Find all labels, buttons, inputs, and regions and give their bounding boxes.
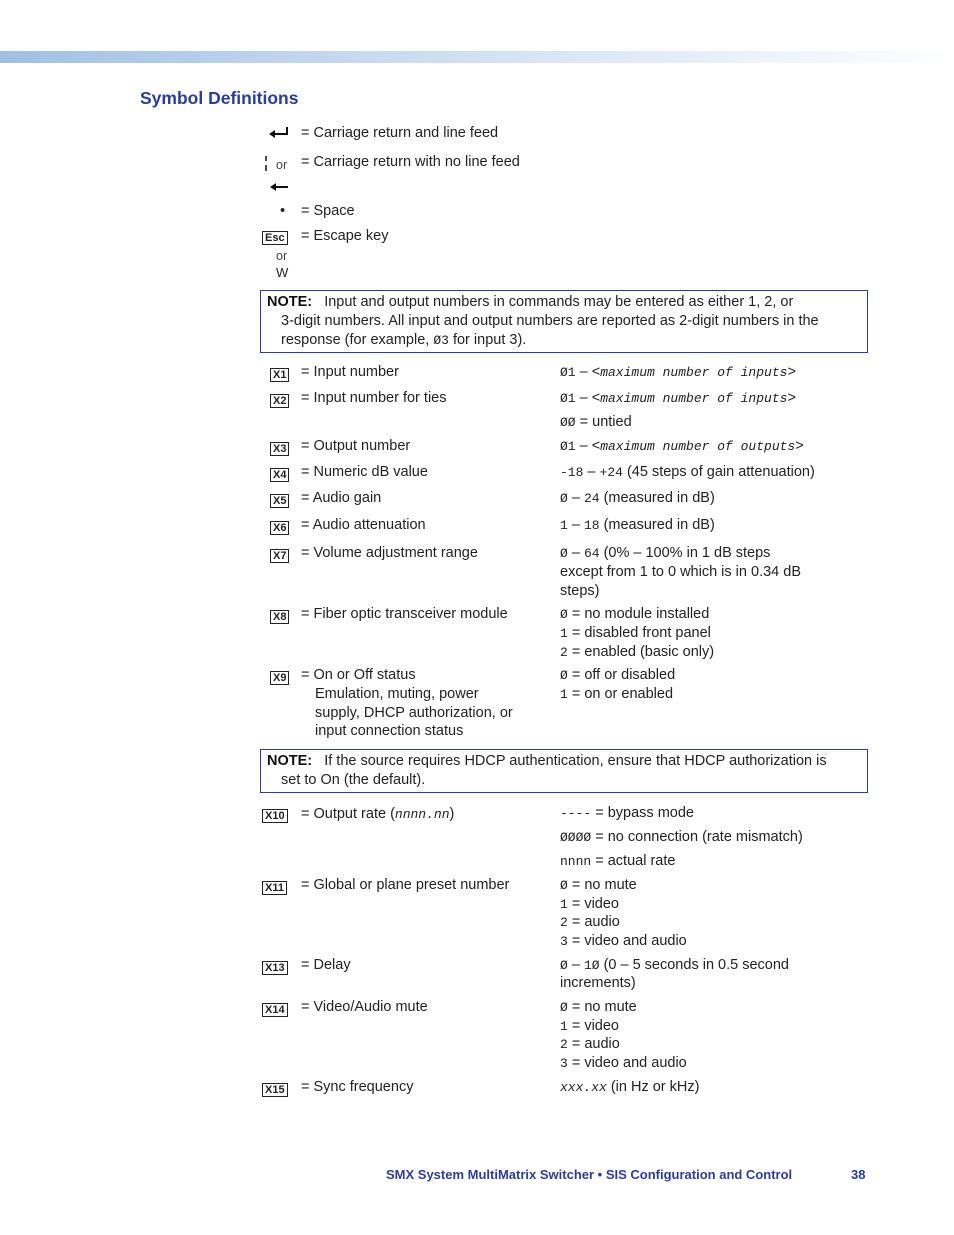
note-text: 3-digit numbers. All input and output numbers are reported as 2-digit numbers in the — [281, 313, 819, 329]
note-text: If the source requires HDCP authentication, ensure that HDCP authorization is — [324, 753, 827, 769]
variable-value: ---- = bypass mode — [560, 805, 694, 821]
carriage-return-line-feed-icon — [268, 126, 290, 140]
variable-value: 2 = enabled (basic only) — [560, 644, 715, 660]
variable-value: steps) — [560, 583, 600, 599]
variable-value: Ø – 1Ø (0 – 5 seconds in 0.5 second — [560, 957, 789, 973]
variable-x6-icon: X6 — [270, 521, 289, 535]
variable-name: supply, DHCP authorization, or — [315, 705, 513, 721]
variable-x7-icon: X7 — [270, 549, 289, 563]
symbol-or-2: or — [276, 249, 288, 263]
variable-x4-icon: X4 — [270, 468, 289, 482]
note-text: Input and output numbers in commands may be entered as either 1, 2, or — [324, 294, 794, 310]
variable-name: = Fiber optic transceiver module — [301, 606, 508, 622]
variable-name: = On or Off status — [301, 667, 416, 683]
variable-x2-icon: X2 — [270, 394, 289, 408]
variable-value: Ø = no module installed — [560, 606, 710, 622]
carriage-return-icon — [269, 181, 289, 193]
space-bullet-icon: • — [280, 203, 286, 219]
note-text: response (for example, — [281, 332, 434, 348]
variable-value: Ø1 – <maximum number of outputs> — [560, 438, 804, 454]
note-text: for input 3). — [448, 332, 527, 348]
line-feed-icon — [263, 155, 269, 173]
symbol-or-1: or — [276, 158, 288, 172]
symbol-esc-desc: = Escape key — [301, 228, 389, 244]
variable-x11-icon: X11 — [262, 881, 287, 895]
note-code: Ø3 — [433, 333, 449, 348]
note-label: NOTE: — [267, 753, 313, 769]
variable-name: = Output rate (nnnn.nn) — [301, 806, 455, 822]
symbol-crlf-desc: = Carriage return and line feed — [301, 125, 499, 141]
header-band — [0, 51, 954, 63]
variable-x9-icon: X9 — [270, 671, 289, 685]
variable-value: 3 = video and audio — [560, 933, 687, 949]
note-label: NOTE: — [267, 294, 313, 310]
variable-name: = Video/Audio mute — [301, 999, 428, 1015]
variable-value: increments) — [560, 975, 636, 991]
variable-value: Ø1 – <maximum number of inputs> — [560, 364, 796, 380]
variable-x15-icon: X15 — [262, 1083, 288, 1097]
escape-key-icon: Esc — [262, 231, 288, 245]
variable-name: = Numeric dB value — [301, 464, 428, 480]
variable-name: = Input number — [301, 364, 399, 380]
variable-value: 2 = audio — [560, 1036, 620, 1052]
variable-value: Ø – 64 (0% – 100% in 1 dB steps — [560, 545, 771, 561]
variable-x5-icon: X5 — [270, 494, 289, 508]
page-title: Symbol Definitions — [140, 88, 299, 108]
variable-value: 2 = audio — [560, 914, 620, 930]
variable-x1-icon: X1 — [270, 368, 289, 382]
variable-value: 1 = disabled front panel — [560, 625, 711, 641]
variable-x14-icon: X14 — [262, 1003, 288, 1017]
variable-value: 1 = video — [560, 1018, 620, 1034]
note-box-1 — [260, 290, 868, 353]
variable-value: -18 – +24 (45 steps of gain attenuation) — [560, 464, 815, 480]
variable-name: = Volume adjustment range — [301, 545, 478, 561]
variable-name: input connection status — [315, 723, 464, 739]
variable-x8-icon: X8 — [270, 610, 289, 624]
variable-value: 3 = video and audio — [560, 1055, 687, 1071]
variable-value: ØØØØ = no connection (rate mismatch) — [560, 829, 803, 845]
variable-value: Ø1 – <maximum number of inputs> — [560, 390, 796, 406]
variable-value: Ø = off or disabled — [560, 667, 676, 683]
symbol-esc-alt: W — [276, 265, 289, 280]
variable-value: Ø = no mute — [560, 999, 637, 1015]
variable-name: Emulation, muting, power — [315, 686, 479, 702]
variable-name: = Audio gain — [301, 490, 382, 506]
variable-value: Ø – 24 (measured in dB) — [560, 490, 715, 506]
variable-name: = Sync frequency — [301, 1079, 414, 1095]
footer-title: SMX System MultiMatrix Switcher • SIS Configuration and Control — [386, 1167, 793, 1182]
note-text: set to On (the default). — [281, 772, 426, 788]
variable-name: = Input number for ties — [301, 390, 447, 406]
variable-value: 1 = on or enabled — [560, 686, 674, 702]
symbol-cr-desc: = Carriage return with no line feed — [301, 154, 520, 170]
variable-name: = Global or plane preset number — [301, 877, 510, 893]
variable-value: nnnn = actual rate — [560, 853, 676, 869]
variable-value: 1 = video — [560, 896, 620, 912]
symbol-space-desc: = Space — [301, 203, 355, 219]
variable-value: 1 – 18 (measured in dB) — [560, 517, 715, 533]
note-box-2 — [260, 749, 868, 793]
variable-value: except from 1 to 0 which is in 0.34 dB — [560, 564, 801, 580]
variable-value: xxx.xx (in Hz or kHz) — [560, 1079, 700, 1095]
variable-name: = Audio attenuation — [301, 517, 426, 533]
variable-x3-icon: X3 — [270, 442, 289, 456]
variable-x13-icon: X13 — [262, 961, 288, 975]
variable-x10-icon: X10 — [262, 809, 288, 823]
variable-name: = Output number — [301, 438, 411, 454]
variable-name: = Delay — [301, 957, 351, 973]
page-number: 38 — [851, 1167, 866, 1182]
variable-value: ØØ = untied — [560, 414, 632, 430]
variable-value: Ø = no mute — [560, 877, 637, 893]
